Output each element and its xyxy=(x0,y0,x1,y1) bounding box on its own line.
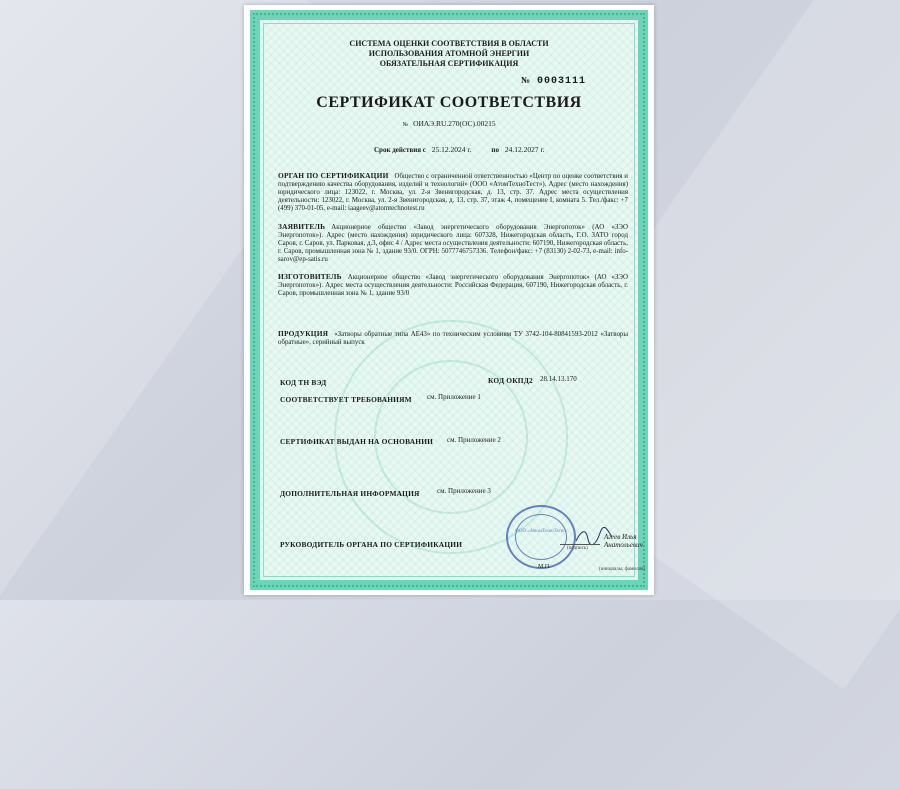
product-section xyxy=(278,330,628,347)
head-name: Агеев Илья Анатольевич xyxy=(604,533,643,549)
manufacturer-section xyxy=(278,273,628,298)
manufacturer-label: ИЗГОТОВИТЕЛЬ xyxy=(278,272,342,281)
initials-caption: (инициалы, фамилия) xyxy=(599,567,646,572)
certification-body-text: Общество с ограниченной ответственностью «Центр по оценке соответствия и подтверждению качества оборудования, изделий и технологий» (ООО «АтомТехноТест»). Адрес (место нахождения) юридического лица: 123022, г. Москва, ул. 2-я Звенигородская, д. 13, стр. 37. Адрес места осуществления деятельности: 123022, г. Москва, ул. 2-я Звенигородская, д. 13, стр. 37, этаж 4, помещение I, комната 5. Тел./факс: +7 (499) 370-01-05, e-mail: iaageev@atomtechnotest.ru xyxy=(278,173,628,213)
serial-value: 0003111 xyxy=(537,76,587,87)
applicant-label: ЗАЯВИТЕЛЬ xyxy=(278,222,326,231)
additional-info-label: ДОПОЛНИТЕЛЬНАЯ ИНФОРМАЦИЯ xyxy=(280,489,420,498)
stamp-inner-ring xyxy=(515,514,567,560)
registration-prefix: № xyxy=(402,122,409,128)
signature-line xyxy=(560,544,600,545)
product-text: «Затворы обратные типа АЕ43» по техническим условиям ТУ 3742-104-80841593-2012 «Затворы обратные», серийный выпуск xyxy=(278,331,628,347)
manufacturer-text: Акционерное общество «Завод энергетического оборудования Энергопоток» (АО «ЗЭО Энергопоток»). Адрес места осуществления деятельности: Российская Федерация, 607190, Нижегородская область, г. Саров, промышленная зона № 1, здание 93/0 xyxy=(278,274,628,298)
okpd2-value: 28.14.13.170 xyxy=(540,375,577,383)
registration-number xyxy=(244,119,654,129)
head-label: РУКОВОДИТЕЛЬ ОРГАНА ПО СЕРТИФИКАЦИИ xyxy=(280,540,463,549)
validity-period xyxy=(374,145,545,154)
requirements-label: СООТВЕТСТВУЕТ ТРЕБОВАНИЯМ xyxy=(280,395,412,404)
certification-body-section xyxy=(278,172,628,213)
certification-body-label: ОРГАН ПО СЕРТИФИКАЦИИ xyxy=(278,171,389,180)
applicant-text: Акционерное общество «Завод энергетического оборудования Энергопоток» (АО «ЗЭО Энергопоток»). Адрес (место нахождения) юридического лица: 607328, Нижегородская область, Г.О. ЗАТО город Саров, г. Саров, ул. Парковая, д.3, офис 4 / Адрес места осуществления деятельности: 607190, Нижегородская область, г. Саров, промышленная зона № 1, здание 93/0. ОГРН: 5077746757336. Телефон/факс: +7 (83130) 2-02-73, e-mail: info-sarov@ep-satis.ru xyxy=(278,224,628,264)
stamp-mp: М.П. xyxy=(538,564,551,570)
serial-prefix: № xyxy=(521,75,532,85)
additional-info-value: см. Приложение 3 xyxy=(437,487,491,495)
certificate-title: СЕРТИФИКАТ СООТВЕТСТВИЯ xyxy=(316,94,582,111)
validity-from: 25.12.2024 г. xyxy=(431,145,472,154)
basis-value: см. Приложение 2 xyxy=(447,436,501,444)
requirements-value: см. Приложение 1 xyxy=(427,393,481,401)
certificate-content xyxy=(244,5,654,595)
registration-value: ОИАЭ.RU.270(ОС).00215 xyxy=(413,119,496,128)
product-label: ПРОДУКЦИЯ xyxy=(278,329,329,338)
signature-caption: (подпись) xyxy=(567,546,588,551)
validity-from-label: Срок действия с xyxy=(374,146,426,154)
header-line-2: ИСПОЛЬЗОВАНИЯ АТОМНОЙ ЭНЕРГИИ xyxy=(368,49,530,58)
applicant-section xyxy=(278,223,628,264)
certificate-sheet xyxy=(244,5,654,595)
serial-number xyxy=(521,75,586,88)
header-line-1: СИСТЕМА ОЦЕНКИ СООТВЕТСТВИЯ В ОБЛАСТИ xyxy=(349,39,549,48)
header-line-3: ОБЯЗАТЕЛЬНАЯ СЕРТИФИКАЦИЯ xyxy=(379,59,519,68)
tn-ved-label: КОД ТН ВЭД xyxy=(280,378,327,387)
validity-to: 24.12.2027 г. xyxy=(504,145,545,154)
okpd2-label: КОД ОКПД2 xyxy=(488,376,533,385)
validity-to-label: по xyxy=(491,146,499,154)
official-stamp xyxy=(506,505,576,569)
stamp-text: ООО «АтомТехноТест» xyxy=(515,529,567,534)
basis-label: СЕРТИФИКАТ ВЫДАН НА ОСНОВАНИИ xyxy=(280,437,434,446)
